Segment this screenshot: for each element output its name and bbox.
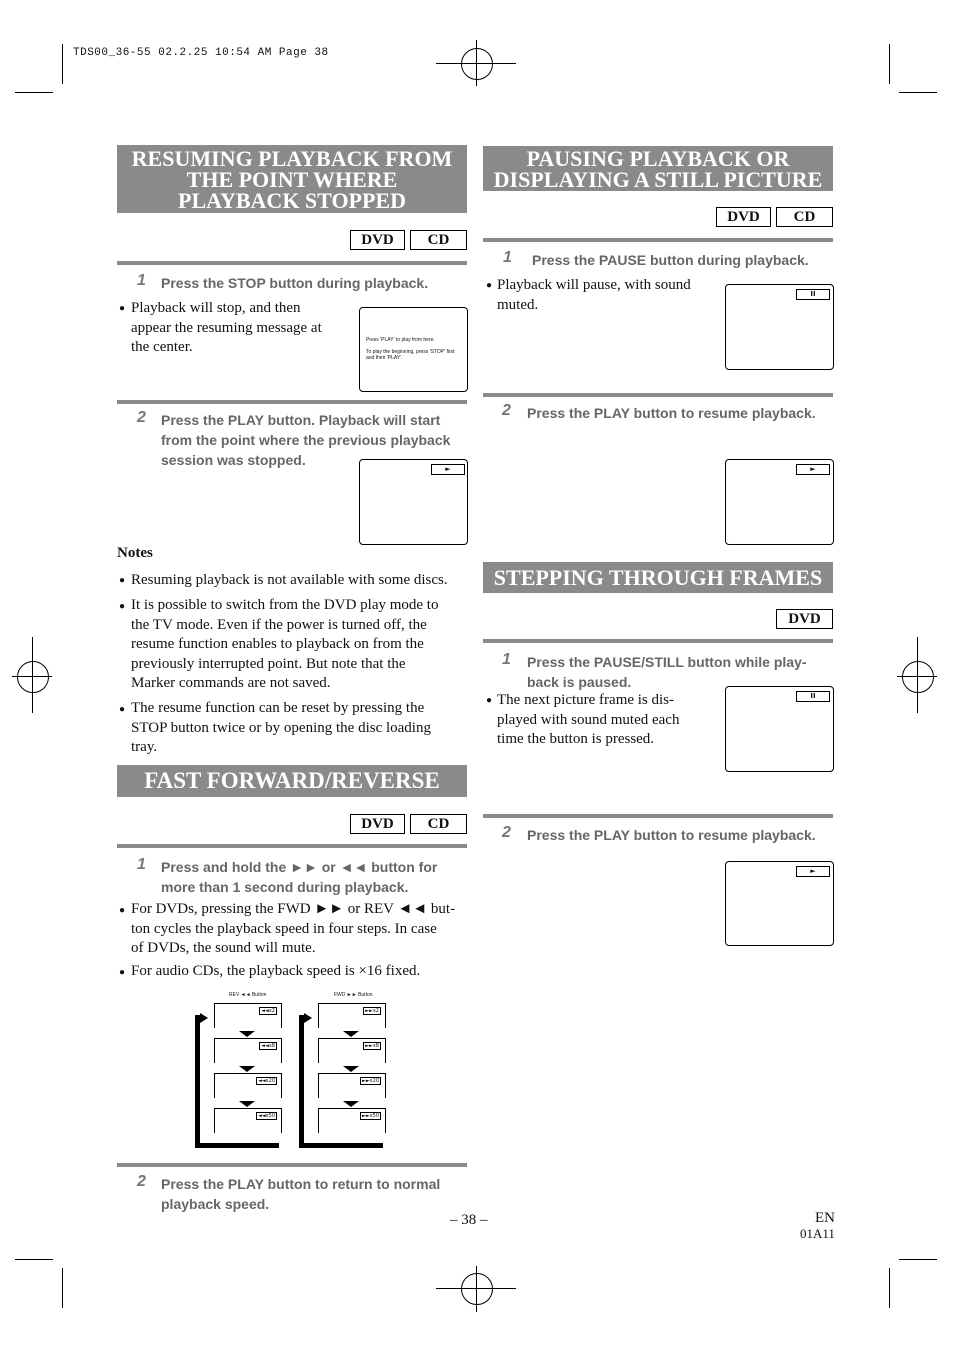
screen-card: ►►x20 [318,1073,386,1098]
step-instruction: Press the PLAY button. Playback will start from the point where the previous playback session was stopped. [161,412,451,468]
bullet-icon: ● [119,575,126,586]
section-rule [483,393,833,397]
step-instruction: Press the PLAY button to resume playback. [527,827,816,843]
page-number: – 38 – [450,1212,488,1228]
notes-title: Notes [117,545,153,561]
step-instruction: Press the STOP button during playback. [161,275,429,291]
dvd-badge: DVD [350,814,405,834]
arrow-down-icon [239,1066,255,1072]
arrow-down-icon [239,1101,255,1107]
arrow-down-icon [343,1031,359,1037]
screen-card: ◄◄x20 [214,1073,282,1098]
screen-card: ◄◄x50 [214,1108,282,1133]
step-instruction: Press the PAUSE/STILL button while play- back is paused. [527,654,807,690]
pause-icon: II [796,691,830,702]
tv-screen-pause [725,284,834,370]
doc-code: 01A11 [800,1226,835,1241]
step-instruction: Press and hold the ►► or ◄◄ button for more than 1 second during playback. [161,859,438,895]
tv-screen-play [725,459,834,545]
section-rule [483,238,833,242]
ffrev-body: For DVDs, pressing the FWD ►► or REV ◄◄ but- ton cycles the playback speed in four steps. In case of DVDs, the sound will mute. [131,901,456,957]
tv-screen-resume-message: Press 'PLAY' to play from here. To play the beginning, press 'STOP' first and then 'PLAY'. [359,307,468,392]
bullet-icon: ● [119,905,126,916]
step-number: 2 [502,824,511,841]
tv-screen-play [359,459,468,545]
cd-badge: CD [776,207,833,227]
note-item: Resuming playback is not available with some discs. [131,572,448,588]
section-rule [117,261,467,265]
fwd-button-label: FWD ►► Button [334,992,373,998]
bullet-icon: ● [486,695,493,706]
play-icon: ► [431,464,465,475]
loop-arrow-icon [200,1013,208,1023]
resume-section-title: RESUMING PLAYBACK FROM THE POINT WHERE PLAYBACK STOPPED [117,145,467,213]
section-rule [117,844,467,848]
step-number: 1 [137,856,146,873]
language-code: EN [815,1210,835,1226]
play-icon: ► [796,464,830,475]
arrow-down-icon [343,1101,359,1107]
step-instruction: Press the PLAY button to resume playback. [527,405,816,421]
rev-button-label: REV ◄◄ Button [229,992,267,998]
screen-card: ►►x2 [318,1003,386,1028]
screen-card: ►►x8 [318,1038,386,1063]
step-number: 2 [502,402,511,419]
section-rule [117,1163,467,1167]
dvd-badge: DVD [350,230,405,250]
screen-card: ◄◄x8 [214,1038,282,1063]
bullet-icon: ● [119,967,126,978]
print-slug: TDS00_36-55 02.2.25 10:54 AM Page 38 [73,47,329,59]
bullet-icon: ● [119,704,126,715]
tv-screen-pause [725,686,834,772]
bullet-icon: ● [119,303,126,314]
step-number: 1 [503,249,512,266]
loop-arrow-icon [304,1013,312,1023]
note-item: The resume function can be reset by pressing the STOP button twice or by opening the disc loading tray. [131,700,431,756]
pause-body: Playback will pause, with sound muted. [497,277,691,313]
arrow-down-icon [239,1031,255,1037]
step-instruction: Press the PLAY button to return to normal playback speed. [161,1176,441,1212]
step-number: 2 [137,409,146,426]
step-instruction: Press the PAUSE button during playback. [532,252,809,268]
bullet-icon: ● [486,280,493,291]
step-number: 2 [137,1173,146,1190]
step-number: 1 [137,272,146,289]
note-item: It is possible to switch from the DVD play mode to the TV mode. Even if the power is turned off, the resume function enables to playback on from the previously interrupted point. But note that the Marker commands are not saved. [131,597,439,692]
cd-badge: CD [410,814,467,834]
screen-card: ◄◄x2 [214,1003,282,1028]
pause-icon: II [796,289,830,300]
section-rule [483,814,833,818]
stepping-frames-title: STEPPING THROUGH FRAMES [483,562,833,593]
screen-card: ►►x50 [318,1108,386,1133]
step-number: 1 [502,651,511,668]
stepping-body: The next picture frame is dis- played with sound muted each time the button is pressed. [497,692,680,748]
ffrev-body: For audio CDs, the playback speed is ×16 fixed. [131,963,421,979]
cd-badge: CD [410,230,467,250]
dvd-badge: DVD [716,207,771,227]
fast-forward-reverse-title: FAST FORWARD/REVERSE [117,765,467,797]
pause-section-title: PAUSING PLAYBACK OR DISPLAYING A STILL PICTURE [483,146,833,191]
section-rule [117,400,467,404]
arrow-down-icon [343,1066,359,1072]
tv-screen-play [725,861,834,946]
play-icon: ► [796,866,830,877]
section-rule [483,639,833,643]
dvd-badge: DVD [776,609,833,629]
bullet-icon: ● [119,601,126,612]
resume-step1-body: Playback will stop, and then appear the resuming message at the center. [131,300,322,356]
